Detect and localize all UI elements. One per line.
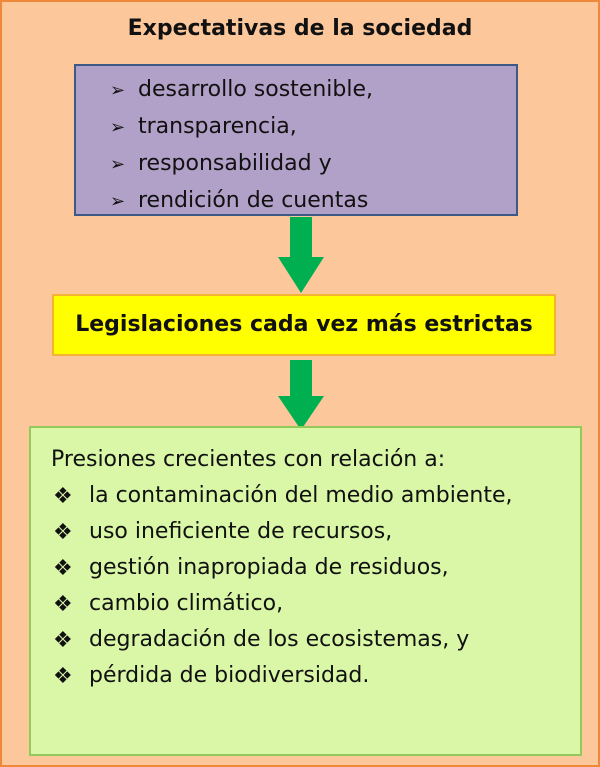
diamond-bullet-icon: ❖ <box>53 520 73 545</box>
arrowhead-bullet-icon: ➢ <box>110 80 126 101</box>
arrowhead-bullet-icon: ➢ <box>110 117 126 138</box>
diagram-title: Expectativas de la sociedad <box>127 16 473 41</box>
expectations-list <box>76 66 516 220</box>
arrowhead-bullet-icon: ➢ <box>110 191 126 212</box>
pressures-intro: Presiones crecientes con relación a: <box>51 447 446 472</box>
diamond-bullet-icon: ❖ <box>53 484 73 509</box>
list-item: ➢ rendición de cuentas <box>110 183 516 220</box>
down-arrow-icon <box>278 217 324 293</box>
pressures-list <box>51 478 580 694</box>
diamond-bullet-icon: ❖ <box>53 592 73 617</box>
expectations-box <box>74 64 518 216</box>
list-item: ❖ gestión inapropiada de residuos, <box>51 550 529 586</box>
pressures-box <box>29 426 582 756</box>
list-item: ❖ uso ineficiente de recursos, <box>51 514 529 550</box>
list-item: ❖ cambio climático, <box>51 586 529 622</box>
list-item: ➢ desarrollo sostenible, <box>110 72 516 109</box>
arrowhead-bullet-icon: ➢ <box>110 154 126 175</box>
diamond-bullet-icon: ❖ <box>53 556 73 581</box>
down-arrow-icon <box>278 357 324 433</box>
list-item: ❖ degradación de los ecosistemas, y <box>51 622 529 658</box>
diamond-bullet-icon: ❖ <box>53 664 73 689</box>
list-item: ❖ la contaminación del medio ambiente, <box>51 478 529 514</box>
list-item: ❖ pérdida de biodiversidad. <box>51 658 529 694</box>
list-item: ➢ responsabilidad y <box>110 146 516 183</box>
diamond-bullet-icon: ❖ <box>53 628 73 653</box>
legislation-box: Legislaciones cada vez más estrictas <box>52 294 556 356</box>
list-item: ➢ transparencia, <box>110 109 516 146</box>
